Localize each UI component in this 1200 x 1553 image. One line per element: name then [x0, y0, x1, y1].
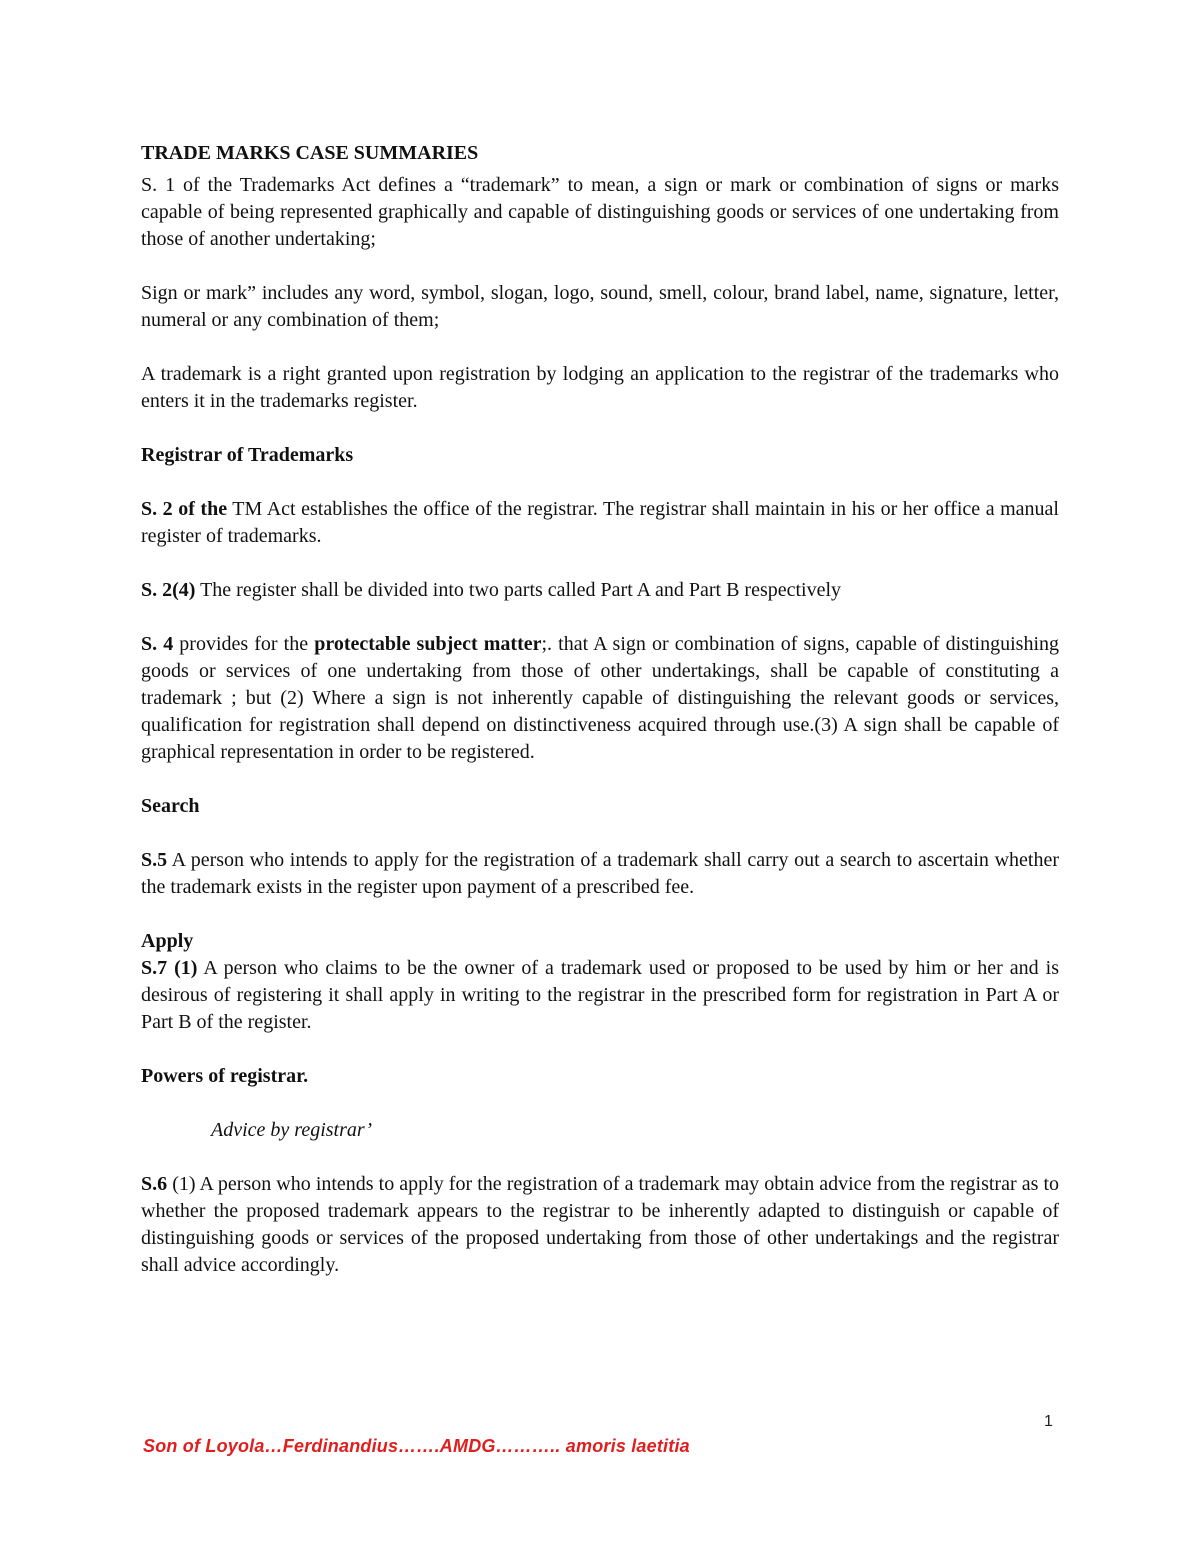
paragraph-s5 [141, 847, 1059, 901]
section-text-s5: A person who intends to apply for the registration of a trademark shall carry out a search to ascertain whether the trademark exists in the register upon payment of a prescribed fee. [141, 849, 1059, 898]
paragraph-right-granted: A trademark is a right granted upon registration by lodging an application to the registrar of the trademarks who enters it in the trademarks register. [141, 363, 1059, 412]
section-label-s2-4: S. 2(4) [141, 579, 196, 601]
document-title: TRADE MARKS CASE SUMMARIES [141, 142, 479, 164]
section-label-s6: S.6 [141, 1173, 168, 1195]
section-text-s6: (1) A person who intends to apply for the registration of a trademark may obtain advice from the registrar as to whether the proposed trademark appears to the registrar to be inherently adapted to distinguish or capable of distinguishing goods or services of the proposed undertaking from those of other undertakings and the registrar shall advice accordingly. [141, 1173, 1059, 1276]
section-text-s2-4: The register shall be divided into two parts called Part A and Part B respectively [195, 579, 842, 601]
protectable-subject-matter: protectable subject matter [314, 633, 542, 655]
paragraph-sign-or-mark: Sign or mark” includes any word, symbol, slogan, logo, sound, smell, colour, brand label, name, signature, letter, numeral or any combination of them; [141, 282, 1059, 331]
paragraph-s4 [141, 631, 1059, 766]
section-label-s7: S.7 (1) [141, 957, 198, 979]
document-body [141, 140, 1059, 1279]
paragraph-s2-4 [141, 577, 1059, 604]
paragraph-s6 [141, 1171, 1059, 1279]
heading-registrar: Registrar of Trademarks [141, 444, 354, 466]
footer-signature: Son of Loyola…Ferdinandius…….AMDG……….. amoris laetitia [143, 1436, 690, 1456]
paragraph-s7 [141, 955, 1059, 1036]
heading-powers-of-registrar: Powers of registrar. [141, 1065, 309, 1087]
section-label-s4: S. 4 [141, 633, 174, 655]
section-text-s2: TM Act establishes the office of the registrar. The registrar shall maintain in his or her office a manual register of trademarks. [141, 498, 1059, 547]
heading-search: Search [141, 795, 200, 817]
section-text-s4-a: provides for the [173, 633, 315, 655]
subheading-advice-by-registrar: Advice by registrar’ [211, 1119, 373, 1141]
paragraph-definition: S. 1 of the Trademarks Act defines a “trademark” to mean, a sign or mark or combination of signs or marks capable of being represented graphically and capable of distinguishing goods or services of one undertaking from those of another undertaking; [141, 174, 1059, 250]
section-label-s5: S.5 [141, 849, 168, 871]
paragraph-s2 [141, 496, 1059, 550]
page-number: 1 [1044, 1413, 1053, 1430]
heading-apply: Apply [141, 930, 194, 952]
section-text-s7: A person who claims to be the owner of a trademark used or proposed to be used by him or her and is desirous of registering it shall apply in writing to the registrar in the prescribed form for registration in Part A or Part B of the register. [141, 957, 1059, 1033]
section-label-s2: S. 2 of the [141, 498, 228, 520]
section-text-s4-b: ;. that A sign or combination of signs, capable of distinguishing goods or services of one undertaking from those of other undertakings, shall be capable of constituting a trademark ; but (2) Where a sign is not inherently capable of distinguishing the relevant goods or services, qualification for registration shall depend on distinctiveness acquired through use.(3) A sign shall be capable of graphical representation in order to be registered. [141, 633, 1060, 763]
